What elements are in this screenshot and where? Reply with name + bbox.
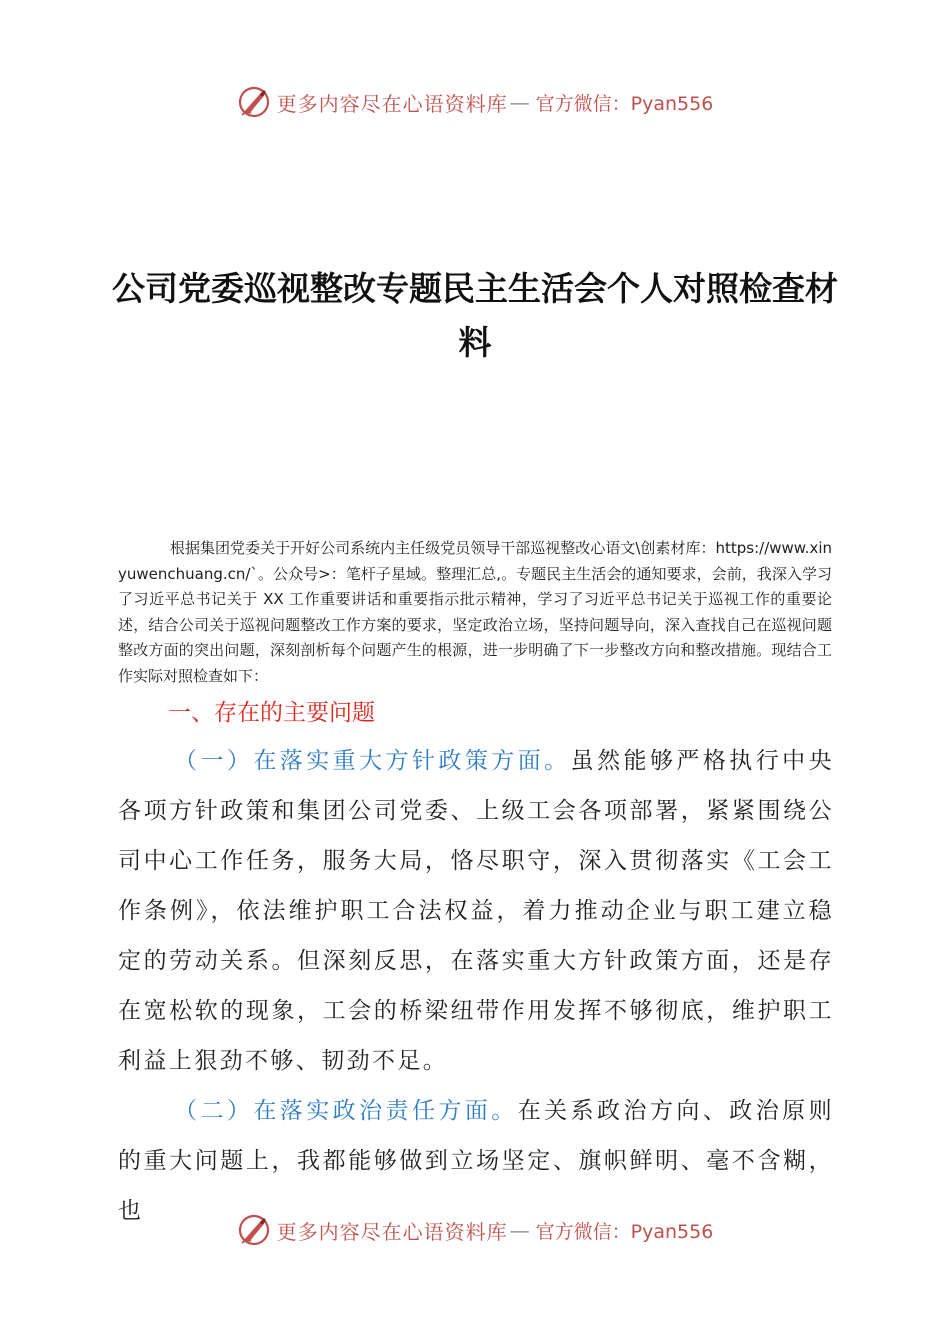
banner-wechat: 官方微信：Pyan556 bbox=[535, 92, 714, 115]
paragraph-subheading: （一）在落实重大方针政策方面。 bbox=[174, 748, 571, 774]
body-paragraph bbox=[118, 736, 834, 1086]
banner-text: 更多内容尽在心语资料库 bbox=[276, 1219, 508, 1244]
paragraph-subheading: （二）在落实政治责任方面。 bbox=[174, 1098, 518, 1124]
footer-banner bbox=[0, 1210, 950, 1250]
section-heading: 一、存在的主要问题 bbox=[168, 700, 375, 726]
banner-dash: — bbox=[509, 1218, 530, 1242]
intro-paragraph: 根据集团党委关于开好公司系统内主任级党员领导干部巡视整改心语文\创素材库：https://www.xinyuwenchuang.cn/`。公众号>：笔杆子星域。整理汇总,。专题民主生活会的通知要求，会前，我深入学习了习近平总书记关于 XX 工作重要讲话和重要指示批示精神，学习了习近平总书记关于巡视工作的重要论述，结合公司关于巡视问题整改工作方案的要求，坚定政治立场，坚持问题导向，深入查找自己在巡视问题整改方面的突出问题，深刻剖析每个问题产生的根源，进一步明确了下一步整改方向和整改措施。现结合工作实际对照检查如下： bbox=[118, 539, 832, 685]
header-banner bbox=[0, 82, 950, 122]
document-title: 公司党委巡视整改专题民主生活会个人对照检查材料 bbox=[112, 269, 838, 362]
banner-wechat: 官方微信：Pyan556 bbox=[535, 1220, 714, 1243]
paragraph-body: 虽然能够严格执行中央各项方针政策和集团公司党委、上级工会各项部署，紧紧围绕公司中心工作任务，服务大局，恪尽职守，深入贯彻落实《工会工作条例》，依法维护职工合法权益，着力推动企业与职工建立稳定的劳动关系。但深刻反思，在落实重大方针政策方面，还是存在宽松软的现象，工会的桥梁纽带作用发挥不够彻底，维护职工利益上狠劲不够、韧劲不足。 bbox=[118, 748, 835, 1074]
pen-logo-icon bbox=[237, 85, 271, 119]
banner-dash: — bbox=[509, 90, 530, 114]
banner-text: 更多内容尽在心语资料库 bbox=[276, 91, 508, 116]
pen-logo-icon bbox=[237, 1213, 271, 1247]
paragraph-body: 在关系政治方向、政治原则的重大问题上，我都能够做到立场坚定、旗帜鲜明、毫不含糊，也 bbox=[118, 1098, 834, 1224]
